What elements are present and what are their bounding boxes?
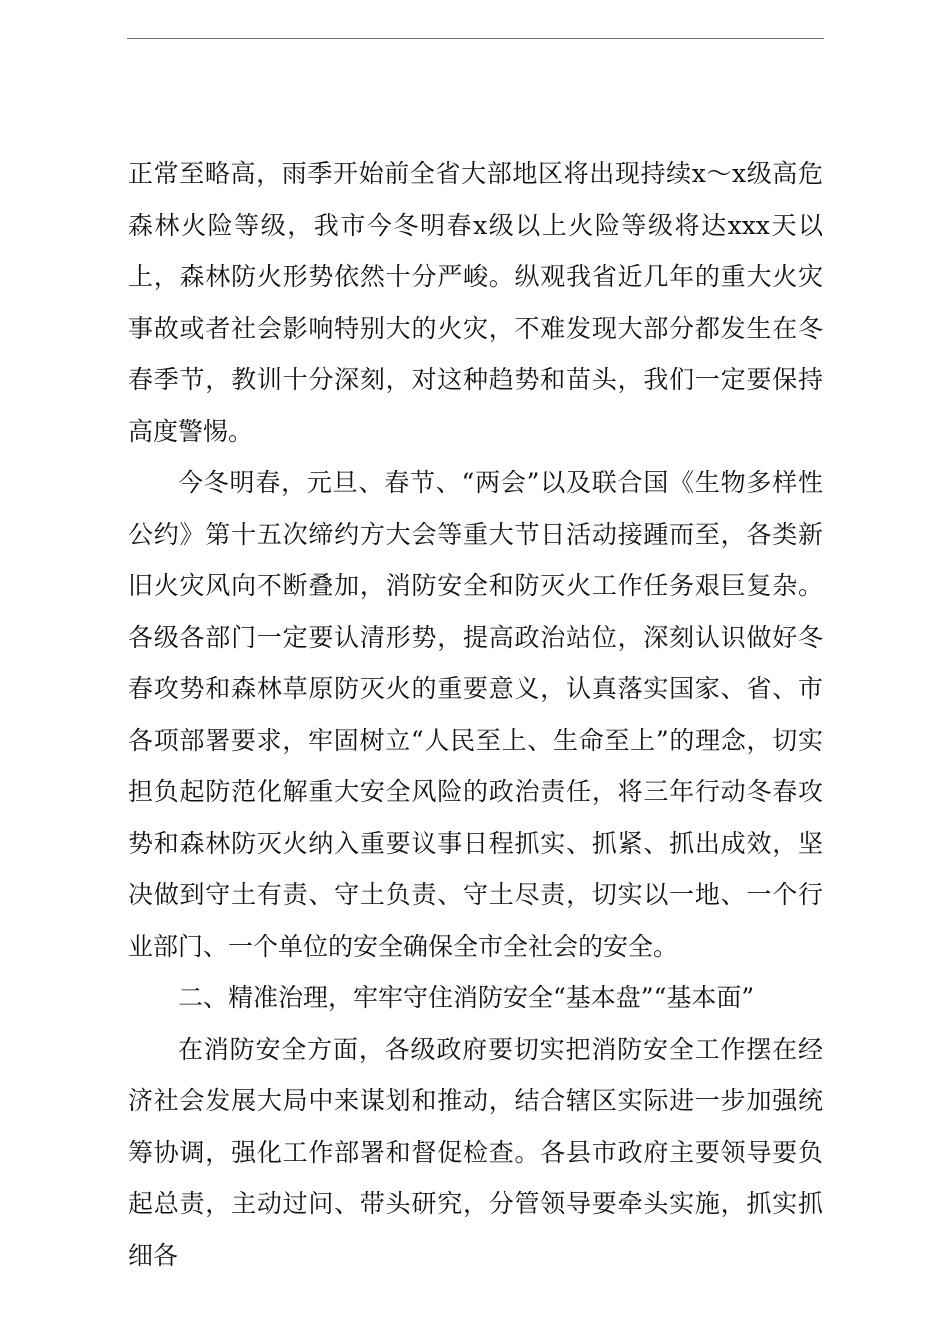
paragraph-1: 正常至略高，雨季开始前全省大部地区将出现持续x～x级高危森林火险等级，我市今冬明春x级以上火险等级将达xxx天以上，森林防火形势依然十分严峻。纵观我省近几年的重大火灾事故或者社会影响特别大的火灾，不难发现大部分都发生在冬春季节，教训十分深刻，对这种趋势和苗头，我们一定要保持高度警惕。 [128,159,823,446]
section-heading-2: 二、精准治理，牢牢守住消防安全“基本盘”“基本面” [178,983,755,1012]
paragraph-3: 在消防安全方面，各级政府要切实把消防安全工作摆在经济社会发展大局中来谋划和推动，结合辖区实际进一步加强统筹协调，强化工作部署和督促检查。各县市政府主要领导要负起总责，主动过问、带头研究，分管领导要牵头实施，抓实抓细各 [128,1034,823,1270]
header-rule [127,38,824,39]
document-body [128,148,823,1281]
paragraph-2: 今冬明春，元旦、春节、“两会”以及联合国《生物多样性公约》第十五次缔约方大会等重大节日活动接踵而至，各类新旧火灾风向不断叠加，消防安全和防灭火工作任务艰巨复杂。各级各部门一定要认清形势，提高政治站位，深刻认识做好冬春攻势和森林草原防灭火的重要意义，认真落实国家、省、市各项部署要求，牢固树立“人民至上、生命至上”的理念，切实担负起防范化解重大安全风险的政治责任，将三年行动冬春攻势和森林防灭火纳入重要议事日程抓实、抓紧、抓出成效，坚决做到守土有责、守土负责、守土尽责，切实以一地、一个行业部门、一个单位的安全确保全市全社会的安全。 [128,468,823,961]
